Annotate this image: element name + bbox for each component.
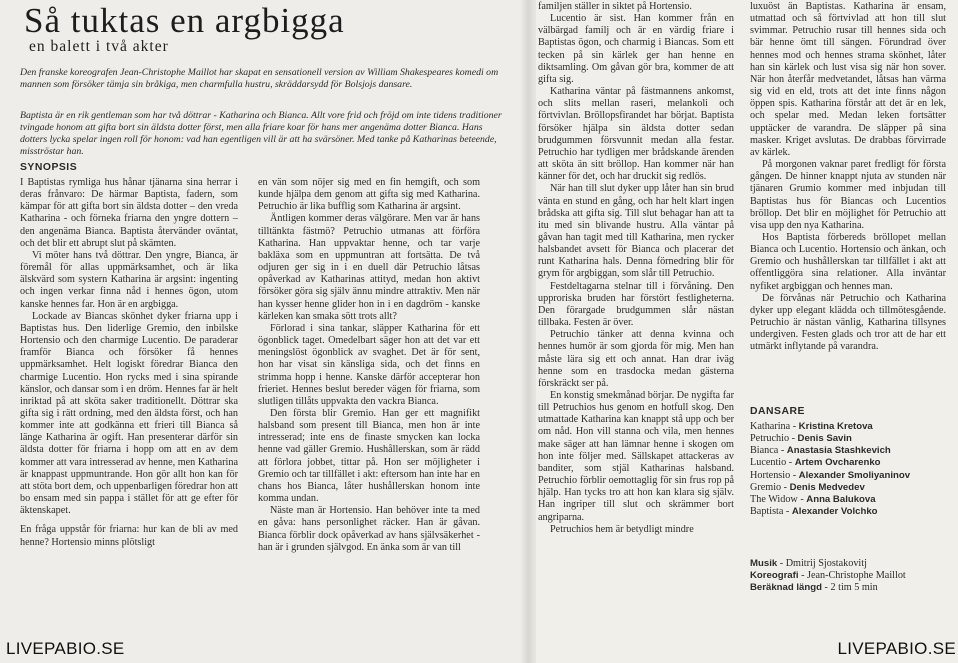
intro-paragraph-2: Baptista är en rik gentleman som har två döttrar - Katharina och Bianca. Allt vore frid och fröjd om inte tidens traditioner tvingade honom att gifta bort sin äldsta dotter först, men alla friare koar för hans mer angenäma dotter Bianca. Hans dotters lycka spelar ingen roll för honom: vad han egentligen vill är att ha svärsöner. Med tanke på Katharinas beteende, misströstar han. — [20, 110, 502, 157]
watermark-left: LIVEPABIO.SE — [6, 639, 125, 658]
cast-role: Hortensio - — [750, 469, 799, 481]
right-page — [528, 0, 958, 663]
paragraph: När han till slut dyker upp låter han sin brud vänta en stund en gång, och har helt klart ingen brådska att gifta sig. Till slut behagar han att ta itu med sin blivande hustru. Alla väntar på gåvan han tagit med till Katharina, men rycker halsbandet avsett för Bianca och placerar det runt Katharina hals. Denna förnedring blir för grym för argbiggan, som slår till Petruchio. — [538, 183, 734, 280]
credit-label: Beräknad längd — [750, 582, 822, 594]
paragraph: luxuöst än Baptistas. Katharina är ensam, utmattad och så förtvivlad att hon till slut svimmar. Petruchio rusar till hennes sida och bär henne ömt till sängen. Förundrad över hennes mod och hennes strama skönhet, låter han sin kärlek och lust visa sig när hon sover. När hon återfår medvetandet, låtsas han värma sig vid en eld, trots att det inte finns någon öppen spis. Katharina förstår att det är en lek, och spelar med. Medan leken fortsätter upptäcker de varandra. De släpper på sina masker. Kriget avslutas. De drabbas förvirrade av kärlek. — [750, 1, 946, 158]
cast-item — [750, 421, 950, 433]
cast-item — [750, 470, 950, 482]
credit-label: Musik — [750, 558, 778, 569]
synopsis-column-3 — [538, 1, 734, 536]
cast-item — [750, 445, 950, 457]
watermark-right: LIVEPABIO.SE — [837, 639, 956, 658]
synopsis-heading: SYNOPSIS — [20, 162, 78, 173]
paragraph: Äntligen kommer deras välgörare. Men var är hans tilltänkta fästmö? Petruchio utmanas att förföra Katharina. Han uppvaktar henne, och tar varje bakläxa som en uppmuntran att fortsätta. De två odjuren ger sig in i en duell där Petruchio låtsas opåverkad av Katharinas attityd, medan hon aktivt försöker göra sig själv ännu mindre attraktiv. Men när han kysser henne glider hon in i en dagdröm - kanske kärleken kan smaka sött trots allt? — [258, 213, 480, 322]
credit-label: Koreografi — [750, 570, 799, 582]
paragraph: en vän som nöjer sig med en fin hemgift, och som kunde hjälpa dem genom att gifta sig med Katharina. Petruchio är lika bufflig som Katharina är argsint. — [258, 177, 480, 213]
paragraph: En fråga uppstår för friarna: hur kan de bli av med henne? Hortensio minns plötsligt — [20, 524, 238, 548]
cast-role: The Widow - — [750, 493, 807, 505]
cast-dancer: Anna Balukova — [806, 493, 876, 505]
page-title: Så tuktas en argbigga — [24, 1, 345, 40]
paragraph: familjen ställer in siktet på Hortensio. — [538, 1, 692, 12]
synopsis-column-1 — [20, 177, 238, 549]
paragraph: Petruchios hem är betydligt mindre — [550, 523, 694, 535]
cast-role: Katharina - — [750, 421, 799, 432]
paragraph: Petruchio tänker att denna kvinna och hennes humör är som gjorda för mig. Men han måste lära sig ett och annat. Han drar iväg henne som en trasdocka medan gästerna förskräckt ser på. — [538, 329, 734, 389]
paragraph: Näste man är Hortensio. Han behöver inte ta med en gåva: hans personlighet räcker. Han är gåvan. Bianca förblir dock opåverkad av hans självsäkerhet - han är i grunden självgod. En änka som är van till — [258, 505, 480, 553]
cast-dancer: Denis Medvedev — [789, 481, 865, 493]
credit-item — [750, 582, 950, 594]
paragraph: Den första blir Gremio. Han ger ett magnifikt halsband som present till Bianca, men hon är inte intresserad; inte ens de finaste smycken kan locka henne vad gäller Gremio. Hushållerskan, som är rädd att förlora jobbet, tittar på. Hon ser möjligheter i Gremio och tar tillfället i akt: eftersom han inte har en chans hos Bianca, låter hushållerskan honom inte komma undan. — [258, 407, 480, 505]
cast-item — [750, 482, 950, 494]
dancers-heading: DANSARE — [750, 406, 805, 417]
cast-item — [750, 433, 950, 445]
cast-list — [750, 421, 950, 518]
page-fold-shadow — [520, 0, 536, 663]
cast-item — [750, 506, 950, 518]
cast-item — [750, 457, 950, 469]
credit-value: - 2 tim 5 min — [821, 582, 878, 594]
cast-role: Baptista - — [750, 506, 792, 518]
cast-dancer: Kristina Kretova — [798, 421, 873, 432]
credit-item — [750, 558, 950, 570]
paragraph: Festdeltagarna stelnar till i förvåning. Den upproriska bruden har förstört festligheterna. Den förargade brudgummen slår nästan tillbaka. Festen är över. — [538, 280, 734, 329]
credits-list — [750, 558, 950, 594]
paragraph: I Baptistas rymliga hus hånar tjänarna sina herrar i deras frånvaro: De härmar Baptista, fadern, som kämpar för att gifta bort sin äldsta dotter – den vreda Katharina - och förneka friarna den yngre dottern – den angenäma Bianca. Baptista återvänder oväntat, och det blir ett abrupt slut på skämten. — [20, 177, 238, 249]
credit-item — [750, 570, 950, 582]
paragraph: Förlorad i sina tankar, släpper Katharina för ett ögonblick taget. Omedelbart säger hon att det var ett meningslöst ögonblick av svaghet. Det är för sent, hon har visat sin känsliga sida, och det finns en strimma hopp i henne. Kanske därför accepterar hon frieriet. Hennes beslut bereder vägen för friarna, som slutligen tillåts uppvakta den vackra Bianca. — [258, 322, 480, 407]
cast-dancer: Anastasia Stashkevich — [786, 445, 891, 457]
cast-dancer: Alexander Volchko — [791, 506, 878, 518]
cast-dancer: Denis Savin — [797, 433, 852, 445]
cast-dancer: Artem Ovcharenko — [794, 457, 881, 469]
paragraph: Lucentio är sist. Han kommer från en välbärgad familj och är en värdig friare i Baptistas ögon, och charmig i Biancas. Som ett tecken på sin kärlek ger han henne en diktsamling. Om gåvan gör bra, kommer de att gifta sig. — [538, 13, 734, 85]
paragraph: På morgonen vaknar paret fredligt för första gången. De hinner knappt njuta av stunden när tjänaren Grumio kommer med inbjudan till Baptistas hus för Biancas och Lucentios bröllop. Det blir en möjlighet för Petruchio att visa upp den nya Katharina. — [750, 159, 946, 231]
cast-role: Bianca - — [750, 445, 787, 457]
synopsis-column-4 — [750, 1, 946, 354]
intro-paragraph-1: Den franske koreografen Jean-Christophe Maillot har skapat en sensationell version av William Shakespeares komedi om mannen som försöker tämja sin bråkiga, men charmfulla hustru, skräddarsydd för Bolsjojs dansare. — [20, 67, 499, 90]
cast-dancer: Alexander Smoliyaninov — [798, 469, 911, 481]
credit-value: - Jean-Christophe Maillot — [798, 570, 906, 582]
paragraph: Katharina väntar på fästmannens ankomst, och slits mellan raseri, melankoli och förtvivlan. Bröllopsfirandet har börjat. Baptista försöker hjälpa sin äldsta dotter sedan brudgummen försvunnit medan alla festar. Petruchio har tydligen mer brådskande ärenden att sköta än sitt bröllop. Han kommer när han känner för det, och har druckit sig redlös. — [538, 86, 734, 183]
cast-role: Petruchio - — [750, 433, 798, 445]
cast-role: Gremio - — [750, 481, 790, 493]
cast-role: Lucentio - — [750, 457, 795, 469]
paragraph: Hos Baptista förbereds bröllopet mellan Bianca och Lucentio. Hortensio och änkan, och Gremio och hushållerskan tar tillfället i akt att offentliggöra sina relationer. Alla inväntar nyfiket argbiggan och hennes man. — [750, 231, 946, 292]
paragraph: Lockade av Biancas skönhet dyker friarna upp i Baptistas hus. Den liderlige Gremio, den inbilske Hortensio och den charmige Lucentio. De paraderar framför Bianca och försöker få hennes uppmärksamhet. Helt logiskt föredrar Bianca den charmige Lucentio. Hon rycks med i sina spirande känslor, och dansar som i en dröm. Hennes far är helt inriktad på att sköta saker traditionellt. Döttrar ska gifta sig i rätt ordning, med den äldsta först, och han kommer inte att godkänna ett frieri till Bianca så länge Katharina är ogift. Han presenterar därför sin äldsta dotter för friarna i hopp om att en av dem kommer att vara intresserad av henne, men Katharina är knappast uppmuntrande. Hon gör allt hon kan för att stöta bort dem, och uppenbarligen föredrar hon att bo ensam med sin pappa i stället för att ge efter för äktenskapet. — [20, 310, 238, 517]
page-subtitle: en balett i två akter — [29, 38, 169, 55]
synopsis-column-2 — [258, 177, 480, 554]
credit-value: - Dmitrij Sjostakovitj — [777, 558, 867, 569]
paragraph: En konstig smekmånad börjar. De nygifta far till Petruchios hus genom en hotfull skog. Den utmattade Katharina kan knappt stå upp och ber om nåd. Hon vill stanna och vila, men hennes make säger att han lämnar henne i skogen om hon inte följer med. Sällskapet attackeras av banditer, som stjäl Katharinas halsband. Petruchio förblir oemottaglig för sin frus rop på hjälp. Han tycks tro att hon kan klara sig själv. Han ingriper till slut och skrämmer bort angriparna. — [538, 390, 734, 523]
cast-item — [750, 494, 950, 506]
paragraph: De förvånas när Petruchio och Katharina dyker upp elegant klädda och tillmötesgående. Petruchio är nästan vänlig, Katharina tillsynes undergiven. Festen glads och tror att de har ett utmärkt inflytande på varandra. — [750, 292, 946, 353]
paragraph: Vi möter hans två döttrar. Den yngre, Bianca, är föremål för allas uppmärksamhet, och är lika älskvärd som systern Katharina är argsint: ingenting och ingen verkar finna nåd i hennes ögon, utom kanske hennes far. Hon är en argbigga. — [20, 249, 238, 310]
